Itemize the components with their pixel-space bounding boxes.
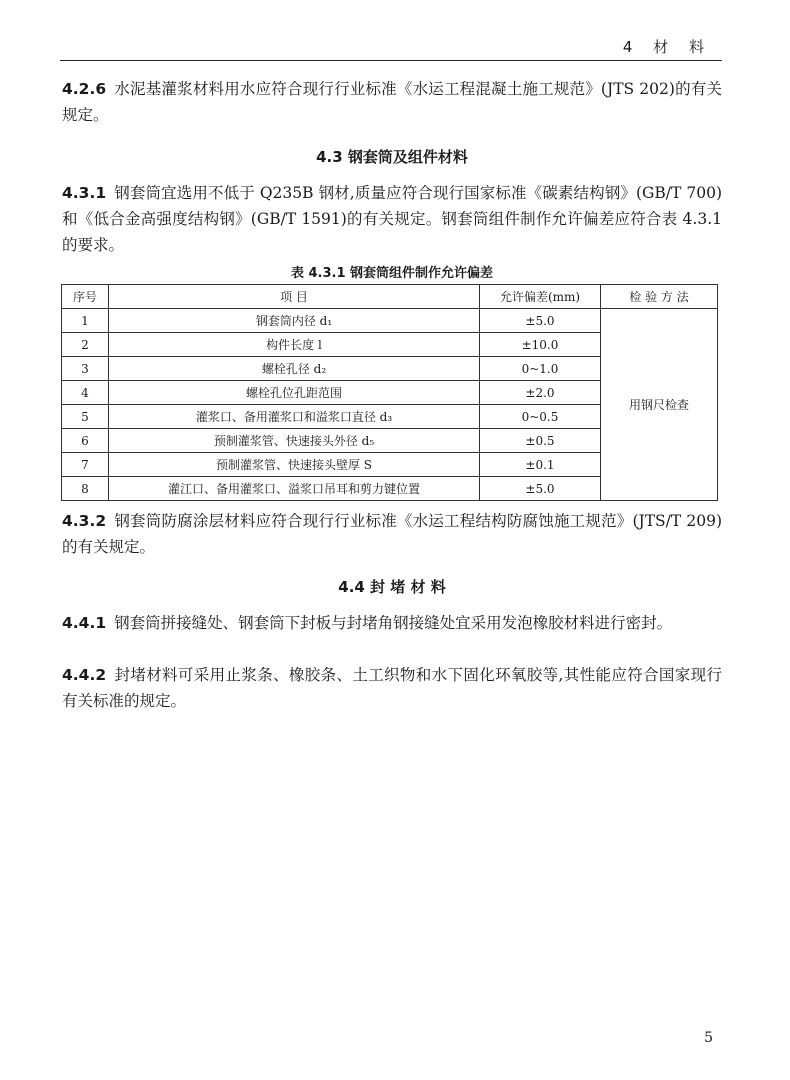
row-seq: 6 — [62, 429, 109, 453]
header-tolerance: 允许偏差(mm) — [480, 285, 601, 309]
row-seq: 2 — [62, 333, 109, 357]
row-seq: 4 — [62, 381, 109, 405]
row-tolerance: ±10.0 — [480, 333, 601, 357]
row-item: 钢套筒内径 d₁ — [109, 309, 480, 333]
row-method: 用钢尺检查 — [601, 309, 718, 501]
clause-number: 4.4.1 — [62, 614, 107, 632]
table-header-row — [62, 285, 718, 309]
table-row — [62, 309, 718, 333]
clause-text: 钢套筒防腐涂层材料应符合现行行业标准《水运工程结构防腐蚀施工规范》(JTS/T 209)的有关规定。 — [62, 512, 722, 556]
page-number: 5 — [704, 1030, 713, 1046]
clause-number: 4.4.2 — [62, 666, 107, 684]
clause-4-4-1 — [62, 610, 722, 636]
clause-4-3-1 — [62, 180, 722, 258]
clause-text: 水泥基灌浆材料用水应符合现行行业标准《水运工程混凝土施工规范》(JTS 202)的有关规定。 — [62, 80, 722, 124]
row-item: 灌浆口、备用灌浆口和溢浆口直径 d₃ — [109, 405, 480, 429]
clause-text: 钢套筒拼接缝处、钢套筒下封板与封堵角钢接缝处宜采用发泡橡胶材料进行密封。 — [114, 614, 673, 632]
clause-4-3-2 — [62, 508, 722, 560]
clause-4-4-2 — [62, 662, 722, 714]
row-seq: 7 — [62, 453, 109, 477]
row-tolerance: 0~1.0 — [480, 357, 601, 381]
header-item: 项 目 — [109, 285, 480, 309]
clause-number: 4.3.2 — [62, 512, 107, 530]
row-item: 预制灌浆管、快速接头外径 d₅ — [109, 429, 480, 453]
row-item: 灌江口、备用灌浆口、溢浆口吊耳和剪力键位置 — [109, 477, 480, 501]
tolerance-table — [61, 284, 718, 501]
clause-number: 4.3.1 — [62, 184, 107, 202]
row-seq: 8 — [62, 477, 109, 501]
clause-text: 封堵材料可采用止浆条、橡胶条、土工织物和水下固化环氧胶等,其性能应符合国家现行有关标准的规定。 — [62, 666, 722, 710]
row-seq: 3 — [62, 357, 109, 381]
running-header — [60, 34, 722, 61]
row-tolerance: ±0.5 — [480, 429, 601, 453]
section-heading-4-4: 4.4 封 堵 材 料 — [338, 578, 446, 596]
clause-4-2-6 — [62, 76, 722, 128]
row-item: 构件长度 l — [109, 333, 480, 357]
row-item: 预制灌浆管、快速接头壁厚 S — [109, 453, 480, 477]
header-method: 检 验 方 法 — [601, 285, 718, 309]
row-tolerance: ±5.0 — [480, 309, 601, 333]
chapter-title: 4 材 料 — [622, 38, 712, 56]
header-seq: 序号 — [62, 285, 109, 309]
section-heading-4-3: 4.3 钢套筒及组件材料 — [316, 148, 468, 166]
row-tolerance: 0~0.5 — [480, 405, 601, 429]
row-seq: 1 — [62, 309, 109, 333]
row-item: 螺栓孔径 d₂ — [109, 357, 480, 381]
row-seq: 5 — [62, 405, 109, 429]
row-tolerance: ±2.0 — [480, 381, 601, 405]
clause-number: 4.2.6 — [62, 80, 107, 98]
clause-text: 钢套筒宜选用不低于 Q235B 钢材,质量应符合现行国家标准《碳素结构钢》(GB/T 700)和《低合金高强度结构钢》(GB/T 1591)的有关规定。钢套筒组件制作允许偏差应符合表 4.3.1 的要求。 — [62, 184, 722, 254]
row-item: 螺栓孔位孔距范围 — [109, 381, 480, 405]
table-caption: 表 4.3.1 钢套筒组件制作允许偏差 — [290, 266, 494, 281]
row-tolerance: ±5.0 — [480, 477, 601, 501]
row-tolerance: ±0.1 — [480, 453, 601, 477]
